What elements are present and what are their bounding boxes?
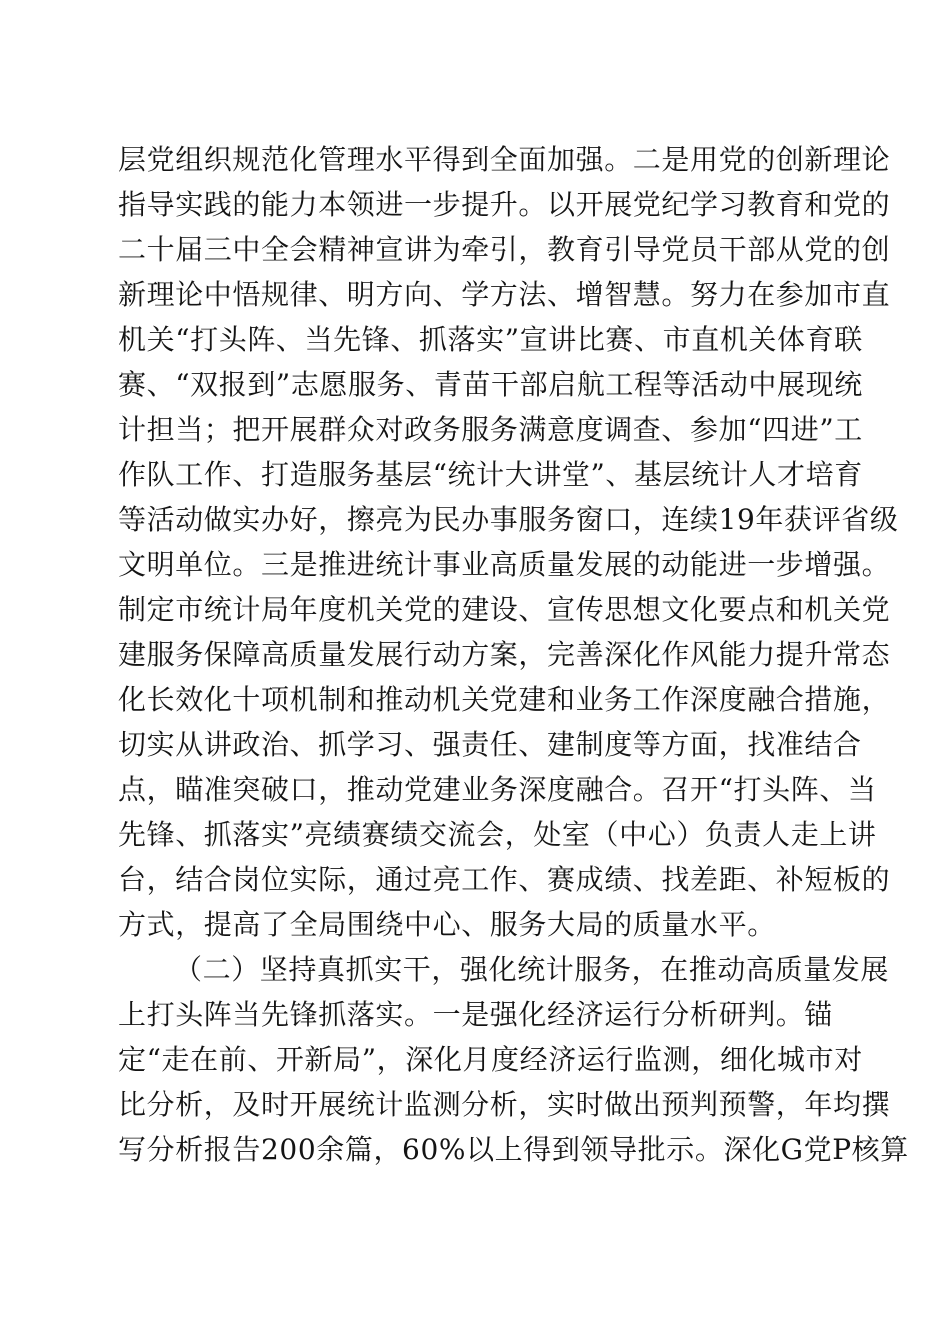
text-line: 建服务保障高质量发展行动方案，完善深化作风能力提升常态 (118, 638, 891, 671)
text-line: 点，瞄准突破口，推动党建业务深度融合。召开“打头阵、当 (118, 773, 877, 806)
text-line: 机关“打头阵、当先锋、抓落实”宣讲比赛、市直机关体育联 (118, 323, 863, 356)
text-line: 方式，提高了全局围绕中心、服务大局的质量水平。 (118, 908, 776, 941)
text-line: 等活动做实办好，擦亮为民办事服务窗口，连续19年获评省级 (118, 503, 899, 536)
text-line: 计担当；把开展群众对政务服务满意度调查、参加“四进”工 (118, 413, 863, 446)
text-line: 上打头阵当先锋抓落实。一是强化经济运行分析研判。锚 (118, 998, 834, 1031)
text-line: 赛、“双报到”志愿服务、青苗干部启航工程等活动中展现统 (118, 368, 863, 401)
text-line: 先锋、抓落实”亮绩赛绩交流会，处室（中心）负责人走上讲 (118, 818, 877, 851)
text-line: 层党组织规范化管理水平得到全面加强。二是用党的创新理论 (118, 143, 891, 176)
text-line: 文明单位。三是推进统计事业高质量发展的动能进一步增强。 (118, 548, 891, 581)
text-line: 比分析，及时开展统计监测分析，实时做出预判预警，年均撰 (118, 1088, 891, 1121)
text-line: 指导实践的能力本领进一步提升。以开展党纪学习教育和党的 (118, 188, 891, 221)
text-line: 制定市统计局年度机关党的建设、宣传思想文化要点和机关党 (118, 593, 891, 626)
text-line: 切实从讲政治、抓学习、强责任、建制度等方面，找准结合 (118, 728, 862, 761)
text-line: 写分析报告200余篇，60%以上得到领导批示。深化G党P核算 (118, 1133, 909, 1166)
text-line: 作队工作、打造服务基层“统计大讲堂”、基层统计人才培育 (118, 458, 863, 491)
text-line: 台，结合岗位实际，通过亮工作、赛成绩、找差距、补短板的 (118, 863, 891, 896)
text-line: 定“走在前、开新局”，深化月度经济运行监测，细化城市对 (118, 1043, 863, 1076)
text-line: 化长效化十项机制和推动机关党建和业务工作深度融合措施， (118, 683, 891, 716)
text-line: 新理论中悟规律、明方向、学方法、增智慧。努力在参加市直 (118, 278, 891, 311)
section-heading-line: （二）坚持真抓实干，强化统计服务，在推动高质量发展 (174, 953, 890, 986)
text-line: 二十届三中全会精神宣讲为牵引，教育引导党员干部从党的创 (118, 233, 891, 266)
